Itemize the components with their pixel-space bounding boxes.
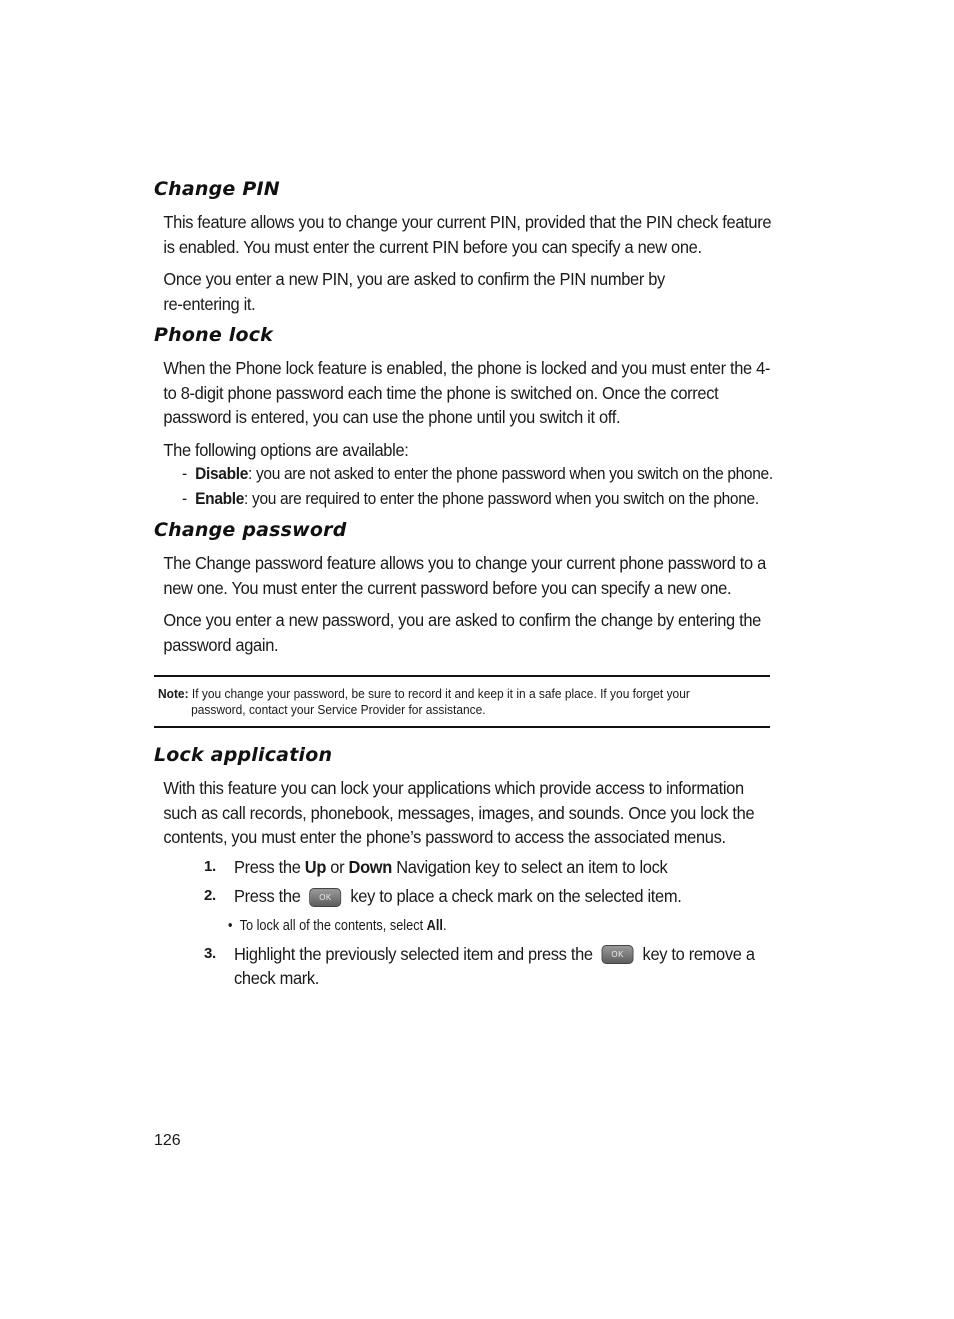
bullet-text: . (442, 916, 447, 934)
step-text: Press the (234, 886, 305, 906)
step-number: 1. (204, 857, 216, 875)
step-item (204, 855, 770, 880)
paragraph: Once you enter a new password, you are asked to confirm the change by entering the password again. (163, 610, 761, 655)
paragraph (154, 267, 774, 316)
list-item (182, 487, 778, 512)
list-item (182, 462, 778, 487)
bullet-bold: All (426, 916, 443, 934)
step-text: or (326, 856, 349, 877)
ok-key-icon: OK (602, 945, 634, 964)
bullet-symbol: • (228, 916, 233, 934)
note-label: Note: (158, 686, 189, 701)
page-content (154, 176, 773, 997)
text-line: Once you enter a new PIN, you are asked to confirm the PIN number by (163, 269, 665, 289)
options-list (154, 462, 773, 511)
paragraph: With this feature you can lock your applications which provide access to information such as call records, phonebook, messages, images, and sounds. Once you lock the contents, you must enter the phone’s password to access the associated menus. (163, 778, 755, 847)
option-text: : you are not asked to enter the phone password when you switch on the phone. (248, 465, 773, 483)
paragraph: This feature allows you to change your current PIN, provided that the PIN check feature is enabled. You must enter the current PIN before you can specify a new one. (163, 212, 772, 257)
section-phone-lock (154, 322, 773, 511)
note-text: If you change your password, be sure to record it and keep it in a safe place. If you forget your (188, 686, 690, 701)
dash: - (182, 465, 187, 483)
bullet-item (154, 915, 770, 937)
heading-phone-lock: Phone lock (154, 324, 273, 346)
section-change-pin (154, 176, 770, 316)
bullet-text: To lock all of the contents, select (239, 916, 427, 934)
step-text: Highlight the previously selected item and press the (234, 943, 597, 964)
paragraph: The Change password feature allows you to change your current phone password to a new one. You must enter the current password before you can specify a new one. (163, 553, 766, 598)
key-name: Up (304, 856, 327, 877)
step-text: key to remove a check mark. (234, 943, 755, 988)
ok-key-icon: OK (309, 888, 341, 907)
section-lock-application (154, 742, 770, 991)
paragraph: When the Phone lock feature is enabled, the phone is locked and you must enter the 4- to 8-digit phone password each time the phone is switched on. Once the correct password is entered, you can use the phone until you switch it off. (163, 358, 771, 427)
paragraph: The following options are available: (163, 439, 409, 460)
step-item (204, 884, 770, 909)
heading-lock-application: Lock application (154, 744, 333, 766)
option-term: Disable (195, 465, 249, 483)
option-text: : you are required to enter the phone password when you switch on the phone. (244, 489, 759, 508)
step-item (204, 942, 770, 991)
text-line: re-entering it. (163, 293, 256, 314)
step-text: key to place a check mark on the selected item. (346, 886, 682, 906)
steps-list (154, 855, 770, 909)
heading-change-pin: Change PIN (154, 178, 280, 200)
option-term: Enable (195, 489, 245, 508)
step-number: 3. (204, 944, 216, 962)
key-name: Down (348, 856, 392, 877)
note-box (154, 675, 770, 728)
step-text: Navigation key to select an item to lock (391, 856, 668, 877)
step-text: Press the (234, 856, 305, 877)
dash: - (182, 489, 187, 508)
note-text: password, contact your Service Provider for assistance. (191, 702, 486, 717)
page-number: 126 (154, 1132, 181, 1149)
heading-change-password: Change password (154, 519, 347, 541)
steps-list (154, 942, 770, 991)
step-number: 2. (204, 887, 216, 904)
section-change-password (154, 517, 770, 657)
